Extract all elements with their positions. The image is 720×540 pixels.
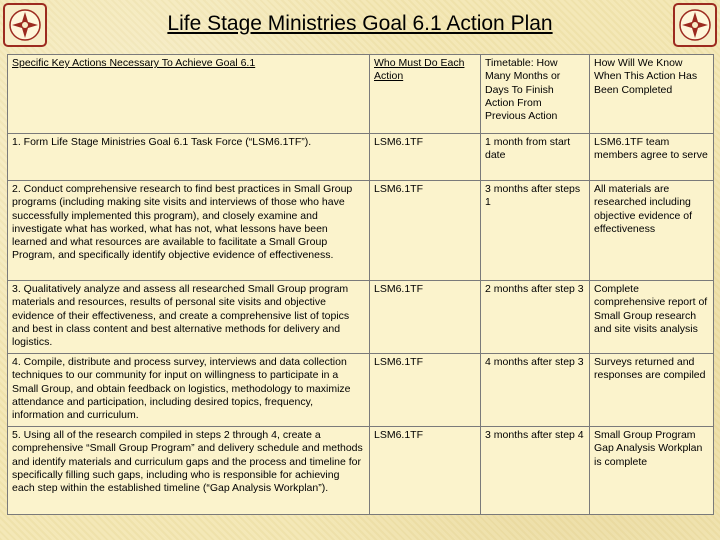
table-row [8, 181, 714, 281]
completion-cell: LSM6.1TF team members agree to serve [590, 134, 714, 181]
table-row [8, 134, 714, 181]
action-plan-table [7, 54, 714, 515]
action-cell: 3. Qualitatively analyze and assess all researched Small Group program materials and resources, results of personal site visits and objective evidence of their effectiveness, and create a comprehensive list of topics and best in class content and best alternative methods for delivery and logistics. [8, 281, 370, 354]
action-cell: 2. Conduct comprehensive research to find best practices in Small Group programs (including making site visits and interviews of those who have successfully implemented this program), and closely examine and investigate what has worked, what has not, what lessons have been learned and what resources are available to facilitate a Small Group Program, and specifically identify objective evidence of effectiveness. [8, 181, 370, 281]
page-title: Life Stage Ministries Goal 6.1 Action Plan [167, 12, 553, 35]
table-row [8, 427, 714, 515]
timetable-cell: 2 months after step 3 [481, 281, 590, 354]
who-cell: LSM6.1TF [370, 427, 481, 515]
who-cell: LSM6.1TF [370, 181, 481, 281]
timetable-cell: 4 months after step 3 [481, 354, 590, 427]
header-how: How Will We Know When This Action Has Been Completed [590, 55, 714, 134]
completion-cell: Small Group Program Gap Analysis Workplan is complete [590, 427, 714, 515]
who-cell: LSM6.1TF [370, 354, 481, 427]
action-cell: 5. Using all of the research compiled in steps 2 through 4, create a comprehensive “Small Group Program” and delivery schedule and methods and identify materials and curriculum gaps and the process and timeline for specifically filling such gaps, including who is responsible for achieving each step within the established timeline (“Gap Analysis Workplan”). [8, 427, 370, 515]
header-actions: Specific Key Actions Necessary To Achieve Goal 6.1 [8, 55, 370, 134]
who-cell: LSM6.1TF [370, 134, 481, 181]
completion-cell: Complete comprehensive report of Small Group research and site visits analysis [590, 281, 714, 354]
action-cell: 1. Form Life Stage Ministries Goal 6.1 Task Force (“LSM6.1TF”). [8, 134, 370, 181]
completion-cell: Surveys returned and responses are compiled [590, 354, 714, 427]
header-who: Who Must Do Each Action [370, 55, 481, 134]
table-row [8, 281, 714, 354]
table-row [8, 354, 714, 427]
header-timetable: Timetable: How Many Months or Days To Finish Action From Previous Action [481, 55, 590, 134]
timetable-cell: 1 month from start date [481, 134, 590, 181]
action-cell: 4. Compile, distribute and process survey, interviews and data collection techniques to our community for input on willingness to participate in a Small Group, and obtain feedback on logistics, methodology to maximize attendance and participation, including desired topics, frequency, information and curriculum. [8, 354, 370, 427]
timetable-cell: 3 months after step 4 [481, 427, 590, 515]
completion-cell: All materials are researched including objective evidence of effectiveness [590, 181, 714, 281]
who-cell: LSM6.1TF [370, 281, 481, 354]
timetable-cell: 3 months after steps 1 [481, 181, 590, 281]
table-header-row [8, 55, 714, 134]
